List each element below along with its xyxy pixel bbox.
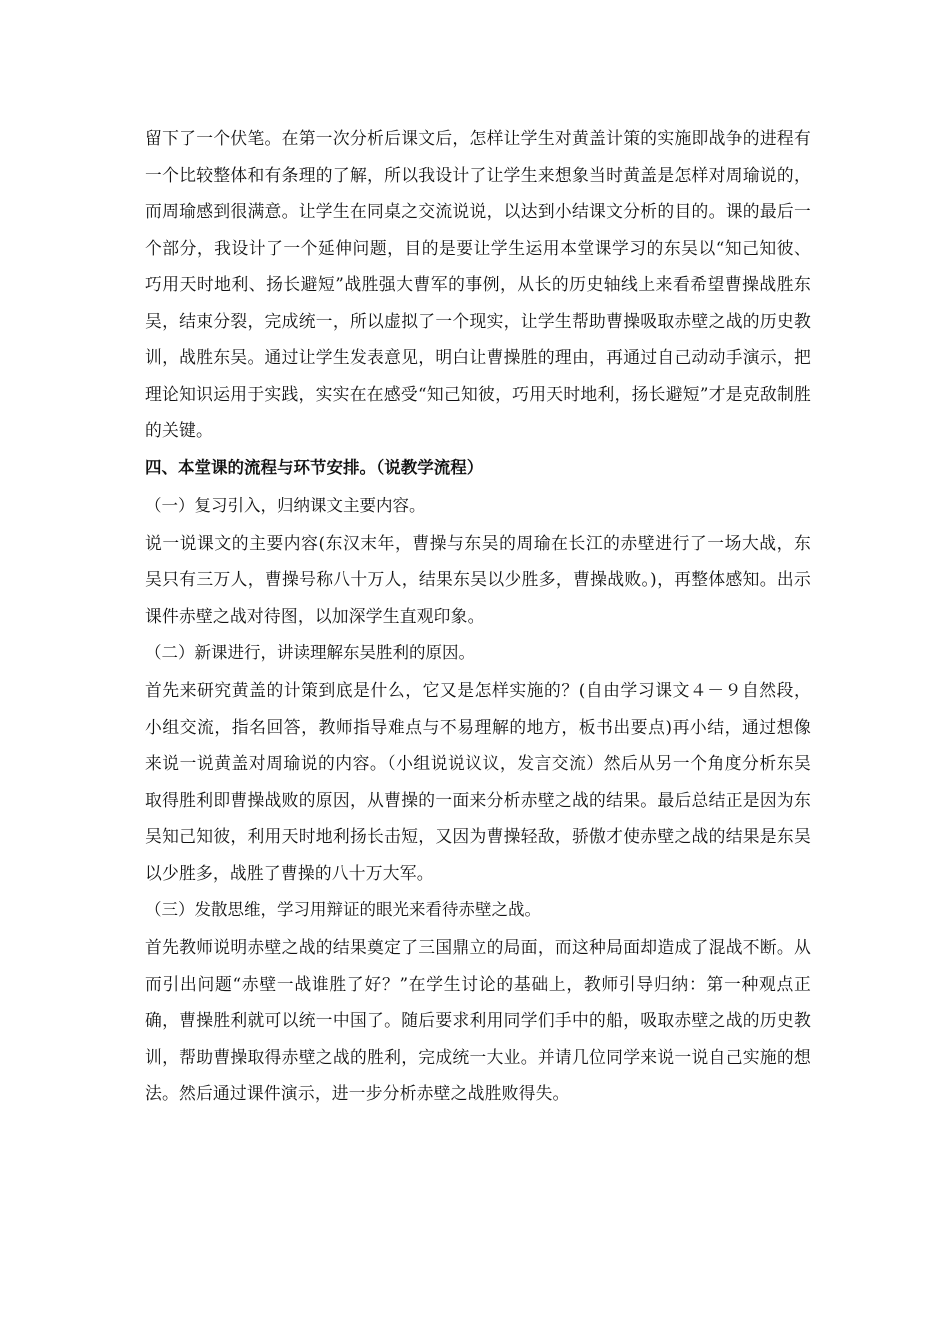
step-2-body: 首先来研究黄盖的计策到底是什么，它又是怎样实施的？(自由学习课文４－９自然段，小组交流，指名回答，教师指导难点与不易理解的地方，板书出要点)再小结，通过想像来说一说黄盖对周瑜说的内容。（小组说说议议，发言交流）然后从另一个角度分析东吴取得胜利即曹操战败的原因，从曹操的一面来分析赤壁之战的结果。最后总结正是因为东吴知己知彼，利用天时地利扬长击短，又因为曹操轻敌，骄傲才使赤壁之战的结果是东吴以少胜多，战胜了曹操的八十万大军。: [145, 680, 811, 883]
paragraph-intro-continuation: 留下了一个伏笔。在第一次分析后课文后，怎样让学生对黄盖计策的实施即战争的进程有一个比较整体和有条理的了解，所以我设计了让学生来想象当时黄盖是怎样对周瑜说的，而周瑜感到很满意。让学生在同桌之交流说说，以达到小结课文分析的目的。课的最后一个部分，我设计了一个延伸问题，目的是要让学生运用本堂课学习的东吴以“知己知彼、巧用天时地利、扬长避短”战胜强大曹军的事例，从长的历史轴线上来看希望曹操战胜东吴，结束分裂，完成统一，所以虚拟了一个现实，让学生帮助曹操吸取赤壁之战的历史教训，战胜东吴。通过让学生发表意见，明白让曹操胜的理由，再通过自己动动手演示，把理论知识运用于实践，实实在在感受“知己知彼，巧用天时地利，扬长避短”才是克敌制胜的关键。: [145, 128, 811, 440]
section-heading-teaching-flow: 四、本堂课的流程与环节安排。（说教学流程）: [145, 457, 484, 477]
step-1-body: 说一说课文的主要内容(东汉末年，曹操与东吴的周瑜在长江的赤壁进行了一场大战，东吴只有三万人，曹操号称八十万人，结果东吴以少胜多，曹操战败。)，再整体感知。出示课件赤壁之战对待图，以加深学生直观印象。: [145, 532, 811, 626]
step-3-body: 首先教师说明赤壁之战的结果奠定了三国鼎立的局面，而这种局面却造成了混战不断。从而引出问题“赤壁一战谁胜了好？”在学生讨论的基础上，教师引导归纳：第一种观点正确，曹操胜利就可以统一中国了。随后要求利用同学们手中的船，吸取赤壁之战的历史教训，帮助曹操取得赤壁之战的胜利，完成统一大业。并请几位同学来说一说自己实施的想法。然后通过课件演示，进一步分析赤壁之战胜败得失。: [145, 937, 811, 1103]
document-body: [145, 120, 811, 1112]
step-1-title: （一）复习引入，归纳课文主要内容。: [145, 495, 426, 515]
step-3-title: （三）发散思维，学习用辩证的眼光来看待赤壁之战。: [145, 900, 541, 919]
step-2-title: （二）新课进行，讲读理解东吴胜利的原因。: [145, 643, 475, 662]
